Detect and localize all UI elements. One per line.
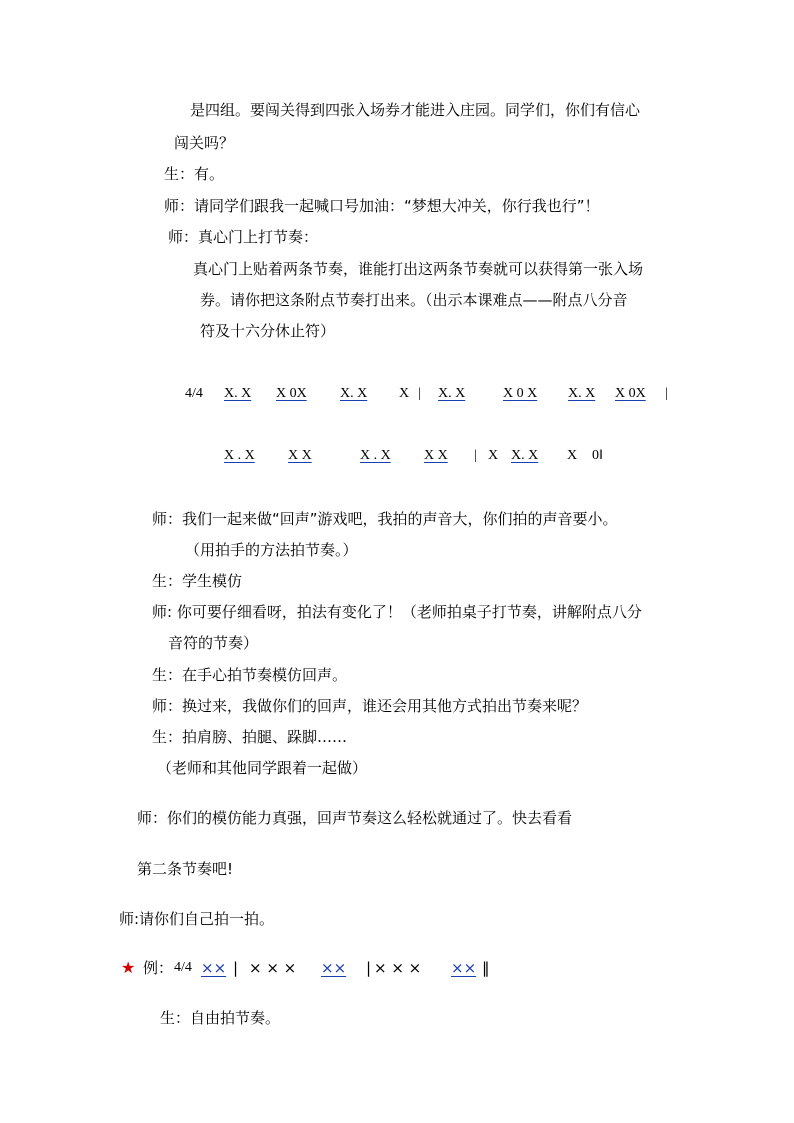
- time-signature: 4/4: [185, 386, 203, 401]
- rhythm-note-group: ××: [201, 959, 227, 977]
- rhythm-note-group: X X: [424, 448, 448, 463]
- paragraph-line: 第二条节奏吧!: [137, 860, 234, 878]
- paragraph-line: 符及十六分休止符）: [200, 322, 336, 340]
- rhythm-note-group: X. X: [340, 386, 368, 401]
- teacher-line: 师：真心门上打节奏：: [168, 228, 319, 246]
- bar-line: |: [366, 959, 372, 977]
- teacher-line: 师: 你可要仔细看呀，拍法有变化了！（老师拍桌子打节奏，讲解附点八分: [152, 603, 642, 621]
- rhythm-note-group: X X: [288, 448, 312, 463]
- time-signature: 4/4: [174, 960, 192, 975]
- paragraph-line: 真心门上贴着两条节奏，谁能打出这两条节奏就可以获得第一张入场: [193, 260, 644, 278]
- paragraph-line: 音符的节奏）: [168, 634, 259, 652]
- paragraph-line: 券。请你把这条附点节奏打出来。（出示本课难点——附点八分音: [200, 291, 628, 309]
- teacher-line: 师：请同学们跟我一起喊口号加油：“梦想大冲关，你行我也行”！: [164, 197, 600, 215]
- paragraph-line: 闯关吗？: [174, 134, 235, 152]
- student-line: 生：学生模仿: [152, 572, 243, 590]
- bar-line: |: [474, 448, 477, 463]
- rhythm-note-group: X. X: [438, 386, 466, 401]
- rhythm-note: X: [399, 386, 410, 401]
- bar-line: |: [233, 959, 239, 977]
- bar-line: |: [665, 386, 668, 401]
- rhythm-note-group: X 0 X: [503, 386, 538, 401]
- teacher-line: 师:请你们自己拍一拍。: [119, 910, 275, 928]
- paragraph-line: 是四组。要闯关得到四张入场券才能进入庄园。同学们，你们有信心: [190, 101, 641, 119]
- rhythm-note-group: X . X: [360, 448, 391, 463]
- teacher-line: 师：换过来，我做你们的回声，谁还会用其他方式拍出节奏来呢？: [152, 697, 588, 715]
- student-line: 生：有。: [164, 165, 225, 183]
- rhythm-note-group: X 0X: [276, 386, 307, 401]
- student-line: 生：拍肩膀、拍腿、跺脚……: [152, 728, 348, 746]
- teacher-line: 师：你们的模仿能力真强，回声节奏这么轻松就通过了。快去看看: [137, 809, 573, 827]
- rhythm-note: X: [488, 448, 499, 463]
- student-line: 生：自由拍节奏。: [160, 1009, 281, 1027]
- star-icon: ★: [121, 958, 136, 977]
- rhythm-note-group: ××: [321, 959, 347, 977]
- example-label: 例：: [143, 959, 174, 977]
- paragraph-line: （用拍手的方法拍节奏。）: [185, 541, 358, 559]
- rhythm-note-group: X . X: [224, 448, 255, 463]
- rhythm-note-group: X. X: [224, 386, 252, 401]
- rhythm-note-group: X. X: [511, 448, 539, 463]
- teacher-line: 师：我们一起来做“回声”游戏吧，我拍的声音大，你们拍的声音要小。: [152, 510, 618, 528]
- rhythm-note-group: × × ×: [374, 959, 422, 977]
- student-line: 生：在手心拍节奏模仿回声。: [152, 666, 348, 684]
- rhythm-note-group: × × ×: [249, 959, 297, 977]
- end-bar-line: ‖: [482, 959, 490, 977]
- bar-line: |: [418, 386, 421, 401]
- rhythm-note-group: X. X: [568, 386, 596, 401]
- paragraph-line: （老师和其他同学跟着一起做）: [157, 759, 368, 777]
- rhythm-note-group: ××: [451, 959, 477, 977]
- rhythm-note-group: X 0X: [615, 386, 646, 401]
- rhythm-rest-end: 0‖: [592, 448, 603, 463]
- rhythm-note: X: [567, 448, 578, 463]
